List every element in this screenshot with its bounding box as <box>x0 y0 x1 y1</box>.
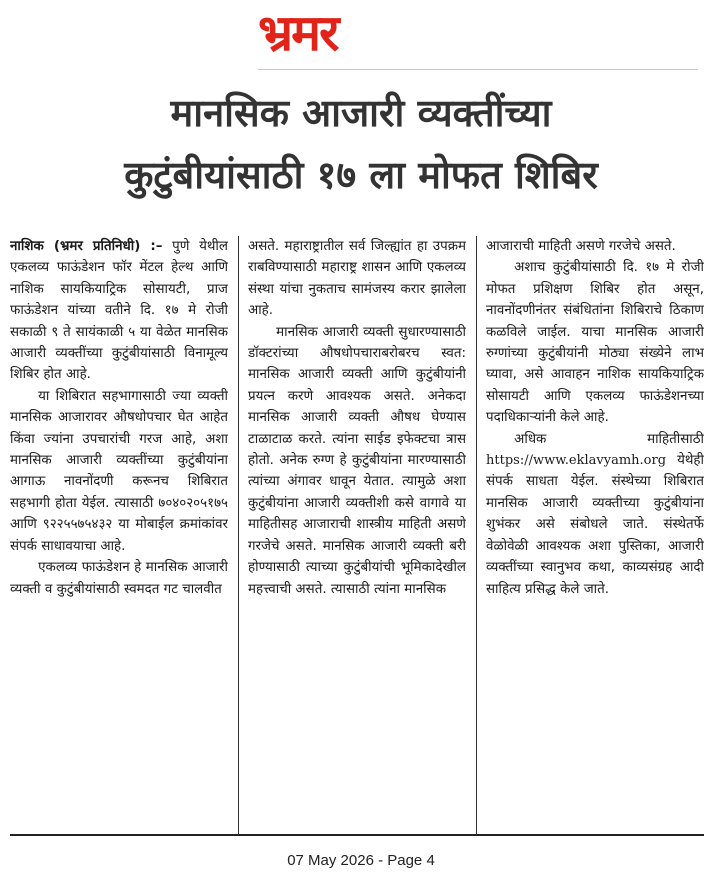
headline-line-1: मानसिक आजारी व्यक्तींच्या <box>170 91 552 135</box>
column-divider <box>238 236 239 834</box>
article-paragraph: असते. महाराष्ट्रातील सर्व जिल्ह्यांत हा उपक्रम राबविण्यासाठी महाराष्ट्र शासन आणि एकलव्य संस्था यांचा नुकताच सामंजस्य करार झालेला आहे. <box>248 239 466 319</box>
article-paragraph: अशाच कुटुंबीयांसाठी दि. १७ मे रोजी मोफत प्रशिक्षण शिबिर होत असून, नावनोंदणीनंतर संबंधितांना शिबिराचे ठिकाण कळविले जाईल. याचा मानसिक आजारी रुग्णांच्या कुटुंबीयांनी मोठ्या संख्येने लाभ घ्यावा, असे आवाहन नाशिक सायकियाट्रिक सोसायटी आणि एकलव्य फाऊंडेशनच्या पदाधिकाऱ्यांनी केले आहे. <box>486 260 704 426</box>
article-paragraph: या शिबिरात सहभागासाठी ज्या व्यक्ती मानसिक आजारावर औषधोपचार घेत आहेत किंवा ज्यांना उपचारांची गरज आहे, अशा मानसिक आजारी व्यक्तींच्या कुटुंबीयांना आगाऊ नावनोंदणी करूनच शिबिरात सहभागी होता येईल. त्यासाठी ७०४०२०५१७५ आणि ९२२५५७५४३२ या मोबाईल क्रमांकांवर संपर्क साधावयाचा आहे. <box>10 388 228 554</box>
paragraph-text: येथेही संपर्क साधता येईल. संस्थेच्या शिबिरात मानसिक आजारी व्यक्तीच्या कुटुंबीयांना शुभंकर असे संबोधले जाते. संस्थेतर्फे वेळोवेळी आवश्यक अशा पुस्तिका, आजारी व्यक्तींच्या स्वानुभव कथा, काव्यसंग्रह आदी साहित्य प्रसिद्ध केले जाते. <box>486 453 704 597</box>
article-body <box>10 236 704 834</box>
article-column-3 <box>486 236 704 834</box>
article-paragraph <box>10 236 228 386</box>
page-bottom-rule <box>10 834 704 836</box>
article-paragraph: मानसिक आजारी व्यक्ती सुधारण्यासाठी डॉक्टरांच्या औषधोपचाराबरोबरच स्वत: मानसिक आजारी व्यक्ती आणि कुटुंबीयांनी प्रयत्न करणे आवश्यक असते. अनेकदा मानसिक आजारी व्यक्ती औषध घेण्यास टाळाटाळ करते. त्यांना साईड इफेक्टचा त्रास होतो. अनेक रुग्ण हे कुटुंबीयांना मारण्यासाठी त्यांच्या अंगावर धावून येतात. त्यामुळे अशा कुटुंबीयांना आजारी व्यक्तीशी कसे वागावे या माहितीसह आजाराची शास्त्रीय माहिती असणे गरजेचे असते. मानसिक आजारी व्यक्ती बरी होण्यासाठी त्याच्या कुटुंबीयांची भूमिकादेखील महत्त्वाची असते. त्यासाठी त्यांना मानसिक <box>248 324 466 597</box>
article-column-1 <box>10 236 228 834</box>
newspaper-logo: भ्रमर <box>258 4 338 62</box>
masthead <box>0 0 722 72</box>
page-footer: 07 May 2026 - Page 4 <box>287 852 435 869</box>
article-paragraph <box>486 429 704 600</box>
dateline: नाशिक (भ्रमर प्रतिनिधी) :– <box>10 239 163 254</box>
website-url: https://www.eklavyamh.org <box>486 453 667 469</box>
paragraph-text: पुणे येथील एकलव्य फाऊंडेशन फॉर मेंटल हेल्थ आणि नाशिक सायकियाट्रिक सोसायटी, प्राज फाऊंडेशन यांच्या वतीने दि. १७ मे रोजी सकाळी ९ ते सायंकाळी ५ या वेळेत मानसिक आजारी व्यक्तींच्या कुटुंबीयांसाठी विनामूल्य शिबिर होत आहे. <box>10 239 228 383</box>
article-paragraph: आजाराची माहिती असणे गरजेचे असते. <box>486 239 676 254</box>
article-headline <box>0 82 722 206</box>
masthead-divider <box>258 69 698 70</box>
paragraph-text: अधिक माहितीसाठी <box>514 431 704 447</box>
article-column-2 <box>248 236 466 834</box>
article-paragraph: एकलव्य फाऊंडेशन हे मानसिक आजारी व्यक्ती व कुटुंबीयांसाठी स्वमदत गट चालवीत <box>10 560 228 597</box>
headline-line-2: कुटुंबीयांसाठी १७ ला मोफत शिबिर <box>124 153 598 197</box>
column-divider <box>476 236 477 834</box>
